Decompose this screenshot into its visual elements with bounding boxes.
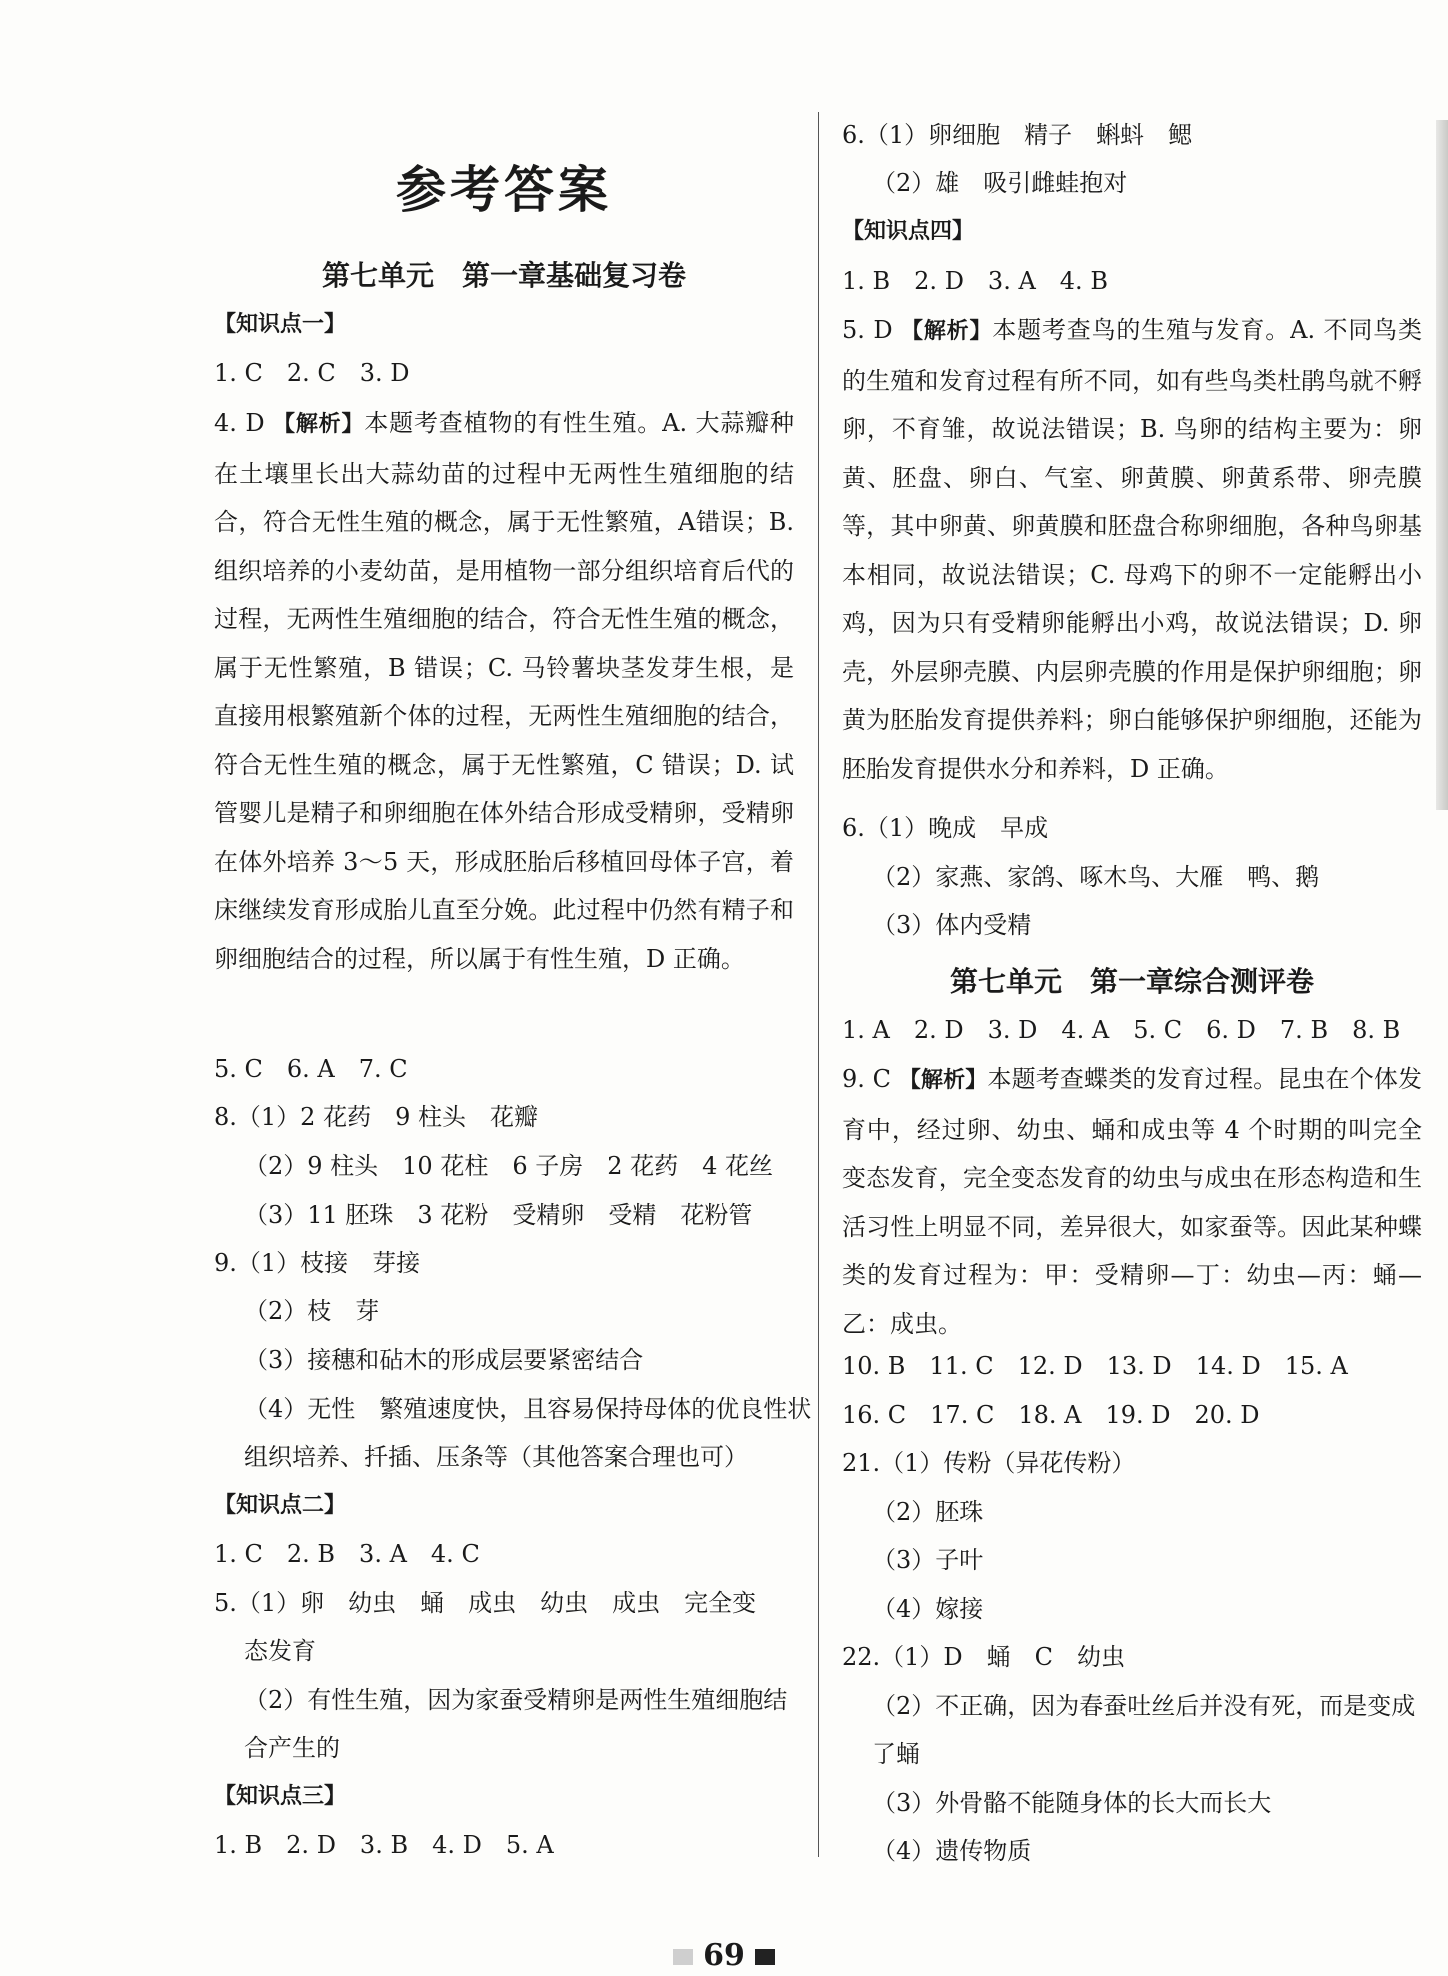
knowledge-point-1-heading: 【知识点一】 — [214, 312, 347, 337]
answer-line: 6.（1）晚成 早成 — [842, 814, 1049, 842]
answer-line: 5.（1）卵 幼虫 蛹 成虫 幼虫 成虫 完全变 — [214, 1589, 757, 1617]
answer-label: 5. D — [842, 316, 893, 344]
answer-line: 1. B 2. D 3. A 4. B — [842, 267, 1108, 295]
answer-line: 1. C 2. B 3. A 4. C — [214, 1540, 480, 1568]
answer-line: 1. A 2. D 3. D 4. A 5. C 6. D 7. B 8. B — [842, 1016, 1401, 1044]
answer-line: 9.（1）枝接 芽接 — [214, 1249, 421, 1277]
page-number-text: 69 — [703, 1938, 745, 1973]
knowledge-point-3-heading: 【知识点三】 — [214, 1784, 347, 1809]
left-ornament-icon — [673, 1949, 693, 1965]
page-number — [0, 1938, 1448, 1973]
answer-line: 5. C 6. A 7. C — [214, 1055, 408, 1083]
answer-line: 1. C 2. C 3. D — [214, 359, 410, 387]
answer-line: 组织培养、扦插、压条等（其他答案合理也可） — [244, 1443, 748, 1471]
answer-line: （2）胚珠 — [872, 1498, 984, 1526]
answer-line: 1. B 2. D 3. B 4. D 5. A — [214, 1831, 554, 1859]
answer-line: （2）雄 吸引雌蛙抱对 — [872, 169, 1128, 197]
analysis-text: 本题考查植物的有性生殖。A. 大蒜瓣种在土壤里长出大蒜幼苗的过程中无两性生殖细胞的结合，符合无性生殖的概念，属于无性繁殖，A错误；B. 组织培养的小麦幼苗，是用植物一部分组织培育后代的过程，无两性生殖细胞的结合，符合无性生殖的概念，属于无性繁殖，B 错误；C. 马铃薯块茎发芽生根，是直接用根繁殖新个体的过程，无两性生殖细胞的结合，符合无性生殖的概念，属于无性繁殖，C 错误；D. 试管婴儿是精子和卵细胞在体外结合形成受精卵，受精卵在体外培养 3～5 天，形成胚胎后移植回母体子宫，着床继续发育形成胎儿直至分娩。此过程中仍然有精子和卵细胞结合的过程，所以属于有性生殖，D 正确。 — [214, 409, 794, 973]
answer-line: （3）子叶 — [872, 1546, 984, 1574]
analysis-paragraph-bird — [842, 306, 1422, 793]
answer-line: （2）有性生殖，因为家蚕受精卵是两性生殖细胞结 — [244, 1686, 788, 1714]
answer-line: （2）家燕、家鸽、啄木鸟、大雁 鸭、鹅 — [872, 863, 1320, 891]
answer-line: （3）接穗和砧木的形成层要紧密结合 — [244, 1346, 644, 1374]
page-title: 参考答案 — [396, 161, 612, 219]
answer-line: 22.（1）D 蛹 C 幼虫 — [842, 1643, 1126, 1671]
answer-line: （3）11 胚珠 3 花粉 受精卵 受精 花粉管 — [244, 1201, 753, 1229]
right-ornament-icon — [755, 1949, 775, 1965]
answer-line: 态发育 — [244, 1637, 316, 1665]
answer-line: （4）无性 繁殖速度快，且容易保持母体的优良性状 — [244, 1395, 812, 1423]
analysis-text: 本题考查鸟的生殖与发育。A. 不同鸟类的生殖和发育过程有所不同，如有些鸟类杜鹃鸟就不孵卵，不育雏，故说法错误；B. 鸟卵的结构主要为：卵黄、胚盘、卵白、气室、卵黄膜、卵黄系带、卵壳膜等，其中卵黄、卵黄膜和胚盘合称卵细胞，各种鸟卵基本相同，故说法错误；C. 母鸡下的卵不一定能孵出小鸡，因为只有受精卵能孵出小鸡，故说法错误；D. 卵壳，外层卵壳膜、内层卵壳膜的作用是保护卵细胞；卵黄为胚胎发育提供养料；卵白能够保护卵细胞，还能为胚胎发育提供水分和养料，D 正确。 — [842, 316, 1422, 783]
analysis-paragraph-butterfly — [842, 1055, 1422, 1348]
knowledge-point-4-heading: 【知识点四】 — [842, 219, 975, 244]
answer-line: 了蛹 — [872, 1740, 920, 1768]
section-title-basic-review: 第七单元 第一章基础复习卷 — [321, 259, 686, 292]
section-title-comprehensive-test: 第七单元 第一章综合测评卷 — [949, 965, 1314, 998]
answer-line: （2）不正确，因为春蚕吐丝后并没有死，而是变成 — [872, 1692, 1416, 1720]
analysis-tag: 【解析】 — [898, 1068, 988, 1093]
answer-line: （3）外骨骼不能随身体的长大而长大 — [872, 1789, 1272, 1817]
analysis-paragraph-q4 — [214, 399, 794, 983]
analysis-tag: 【解析】 — [901, 319, 993, 344]
answer-label: 9. C — [842, 1065, 892, 1093]
knowledge-point-2-heading: 【知识点二】 — [214, 1493, 347, 1518]
answer-label: 4. D — [214, 409, 265, 437]
answer-line: 合产生的 — [244, 1734, 340, 1762]
answer-line: （4）嫁接 — [872, 1595, 984, 1623]
analysis-tag: 【解析】 — [273, 412, 365, 437]
answer-line: 21.（1）传粉（异花传粉） — [842, 1449, 1136, 1477]
column-divider — [818, 112, 819, 1857]
answer-line: （3）体内受精 — [872, 911, 1032, 939]
answer-line: 10. B 11. C 12. D 13. D 14. D 15. A — [842, 1352, 1348, 1380]
answer-line: （4）遗传物质 — [872, 1837, 1032, 1865]
answer-line: （2）9 柱头 10 花柱 6 子房 2 花药 4 花丝 — [244, 1152, 774, 1180]
answer-line: 16. C 17. C 18. A 19. D 20. D — [842, 1401, 1260, 1429]
analysis-text: 本题考查蝶类的发育过程。昆虫在个体发育中，经过卵、幼虫、蛹和成虫等 4 个时期的叫完全变态发育，完全变态发育的幼虫与成虫在形态构造和生活习性上明显不同，差异很大，如家蚕等。因此某种蝶类的发育过程为：甲：受精卵—丁：幼虫—丙：蛹—乙：成虫。 — [842, 1065, 1422, 1338]
answer-line: 8.（1）2 花药 9 柱头 花瓣 — [214, 1103, 538, 1131]
answer-line: 6.（1）卵细胞 精子 蝌蚪 鳃 — [842, 121, 1193, 149]
answer-line: （2）枝 芽 — [244, 1297, 380, 1325]
page-edge-shadow — [1436, 120, 1448, 810]
